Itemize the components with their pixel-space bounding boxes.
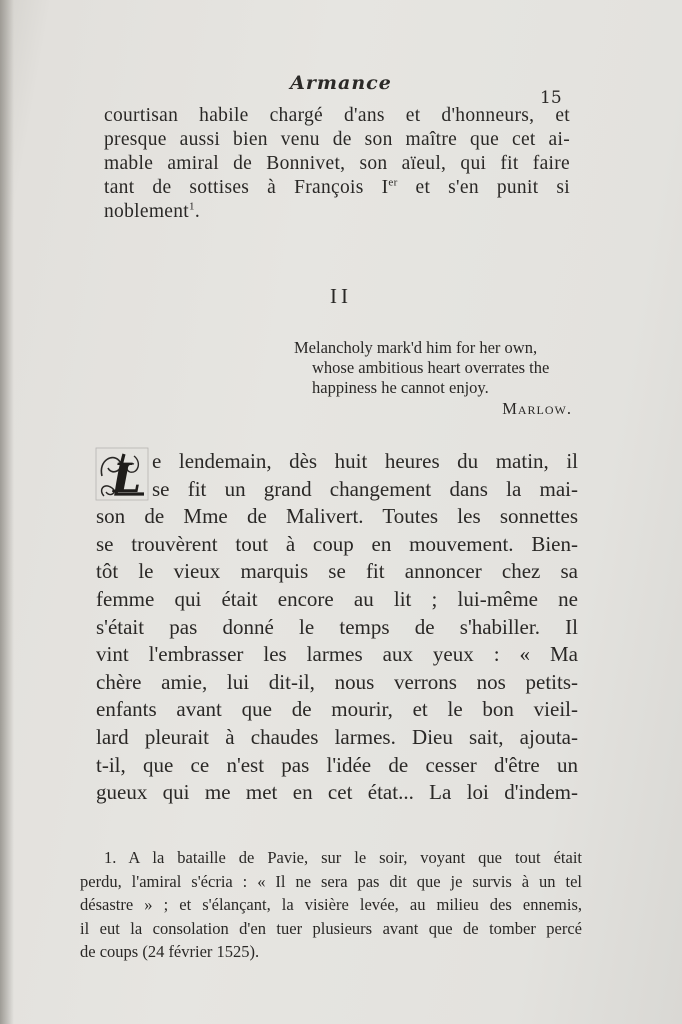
- text-line: son de Mme de Malivert. Toutes les sonnettes: [96, 504, 578, 529]
- chapter-number: II: [330, 284, 352, 308]
- text-line: se trouvèrent tout à coup en mouvement. Bien-: [96, 531, 578, 556]
- footnote: [80, 846, 582, 964]
- text-line: lard pleurait à chaudes larmes. Dieu sait, ajouta-: [96, 724, 578, 749]
- text-line: femme qui était encore au lit ; lui-même ne: [96, 586, 578, 611]
- footnote-line: il eut la consolation d'en tuer plusieurs avant que de tomber percé: [80, 918, 582, 938]
- text-line: gueux qui me met en cet état... La loi d'indem-: [96, 780, 578, 805]
- footnote-line: 1. A la bataille de Pavie, sur le soir, voyant que tout était: [104, 848, 582, 867]
- text-line: t-il, que ce n'est pas l'idée de cesser d'être un: [96, 752, 578, 777]
- running-title: Armance: [290, 72, 392, 94]
- footnote-line: désastre » ; et s'élançant, la visière levée, au milieu des ennemis,: [80, 895, 582, 914]
- text-line: e lendemain, dès huit heures du matin, il: [152, 449, 578, 473]
- epigraph-author: Marlow.: [502, 399, 572, 418]
- svg-text:L: L: [113, 455, 142, 502]
- footnote-reference: 1: [189, 200, 195, 213]
- text-line: [104, 176, 570, 200]
- carryover-paragraph: [104, 104, 570, 224]
- text-line: presque aussi bien venu de son maître que cet ai-: [104, 129, 570, 150]
- page-number: 15: [540, 88, 562, 108]
- text-line: mable amiral de Bonnivet, son aïeul, qui fit faire: [104, 153, 570, 174]
- text-line: enfants avant que de mourir, et le bon vieil-: [96, 697, 578, 722]
- text-fragment: et s'en punit si: [397, 177, 570, 198]
- epigraph-line: whose ambitious heart overrates the: [312, 358, 550, 377]
- epigraph: [294, 338, 578, 419]
- footnote-line: perdu, l'amiral s'écria : « Il ne sera pas dit que je survis à un tel: [80, 871, 582, 891]
- text-line: chère amie, lui dit-il, nous verrons nos petits-: [96, 669, 578, 694]
- superscript-er: er: [388, 176, 398, 189]
- text-line: vint l'embrasser les larmes aux yeux : « Ma: [96, 642, 578, 667]
- footnote-line: de coups (24 février 1525).: [80, 942, 260, 961]
- text-fragment: tant de sottises à François I: [104, 177, 389, 198]
- main-paragraph: [96, 448, 578, 807]
- epigraph-line: Melancholy mark'd him for her own,: [294, 338, 538, 357]
- text-line: se fit un grand changement dans la mai-: [152, 476, 578, 501]
- text-line: courtisan habile chargé d'ans et d'honneurs, et: [104, 105, 570, 126]
- epigraph-line: happiness he cannot enjoy.: [312, 378, 489, 397]
- text-fragment: noblement: [104, 201, 190, 222]
- text-line: tôt le vieux marquis se fit annoncer chez sa: [96, 559, 578, 584]
- text-line: noblement$^1$.: [104, 200, 201, 222]
- text-line: s'était pas donné le temps de s'habiller. Il: [96, 614, 578, 639]
